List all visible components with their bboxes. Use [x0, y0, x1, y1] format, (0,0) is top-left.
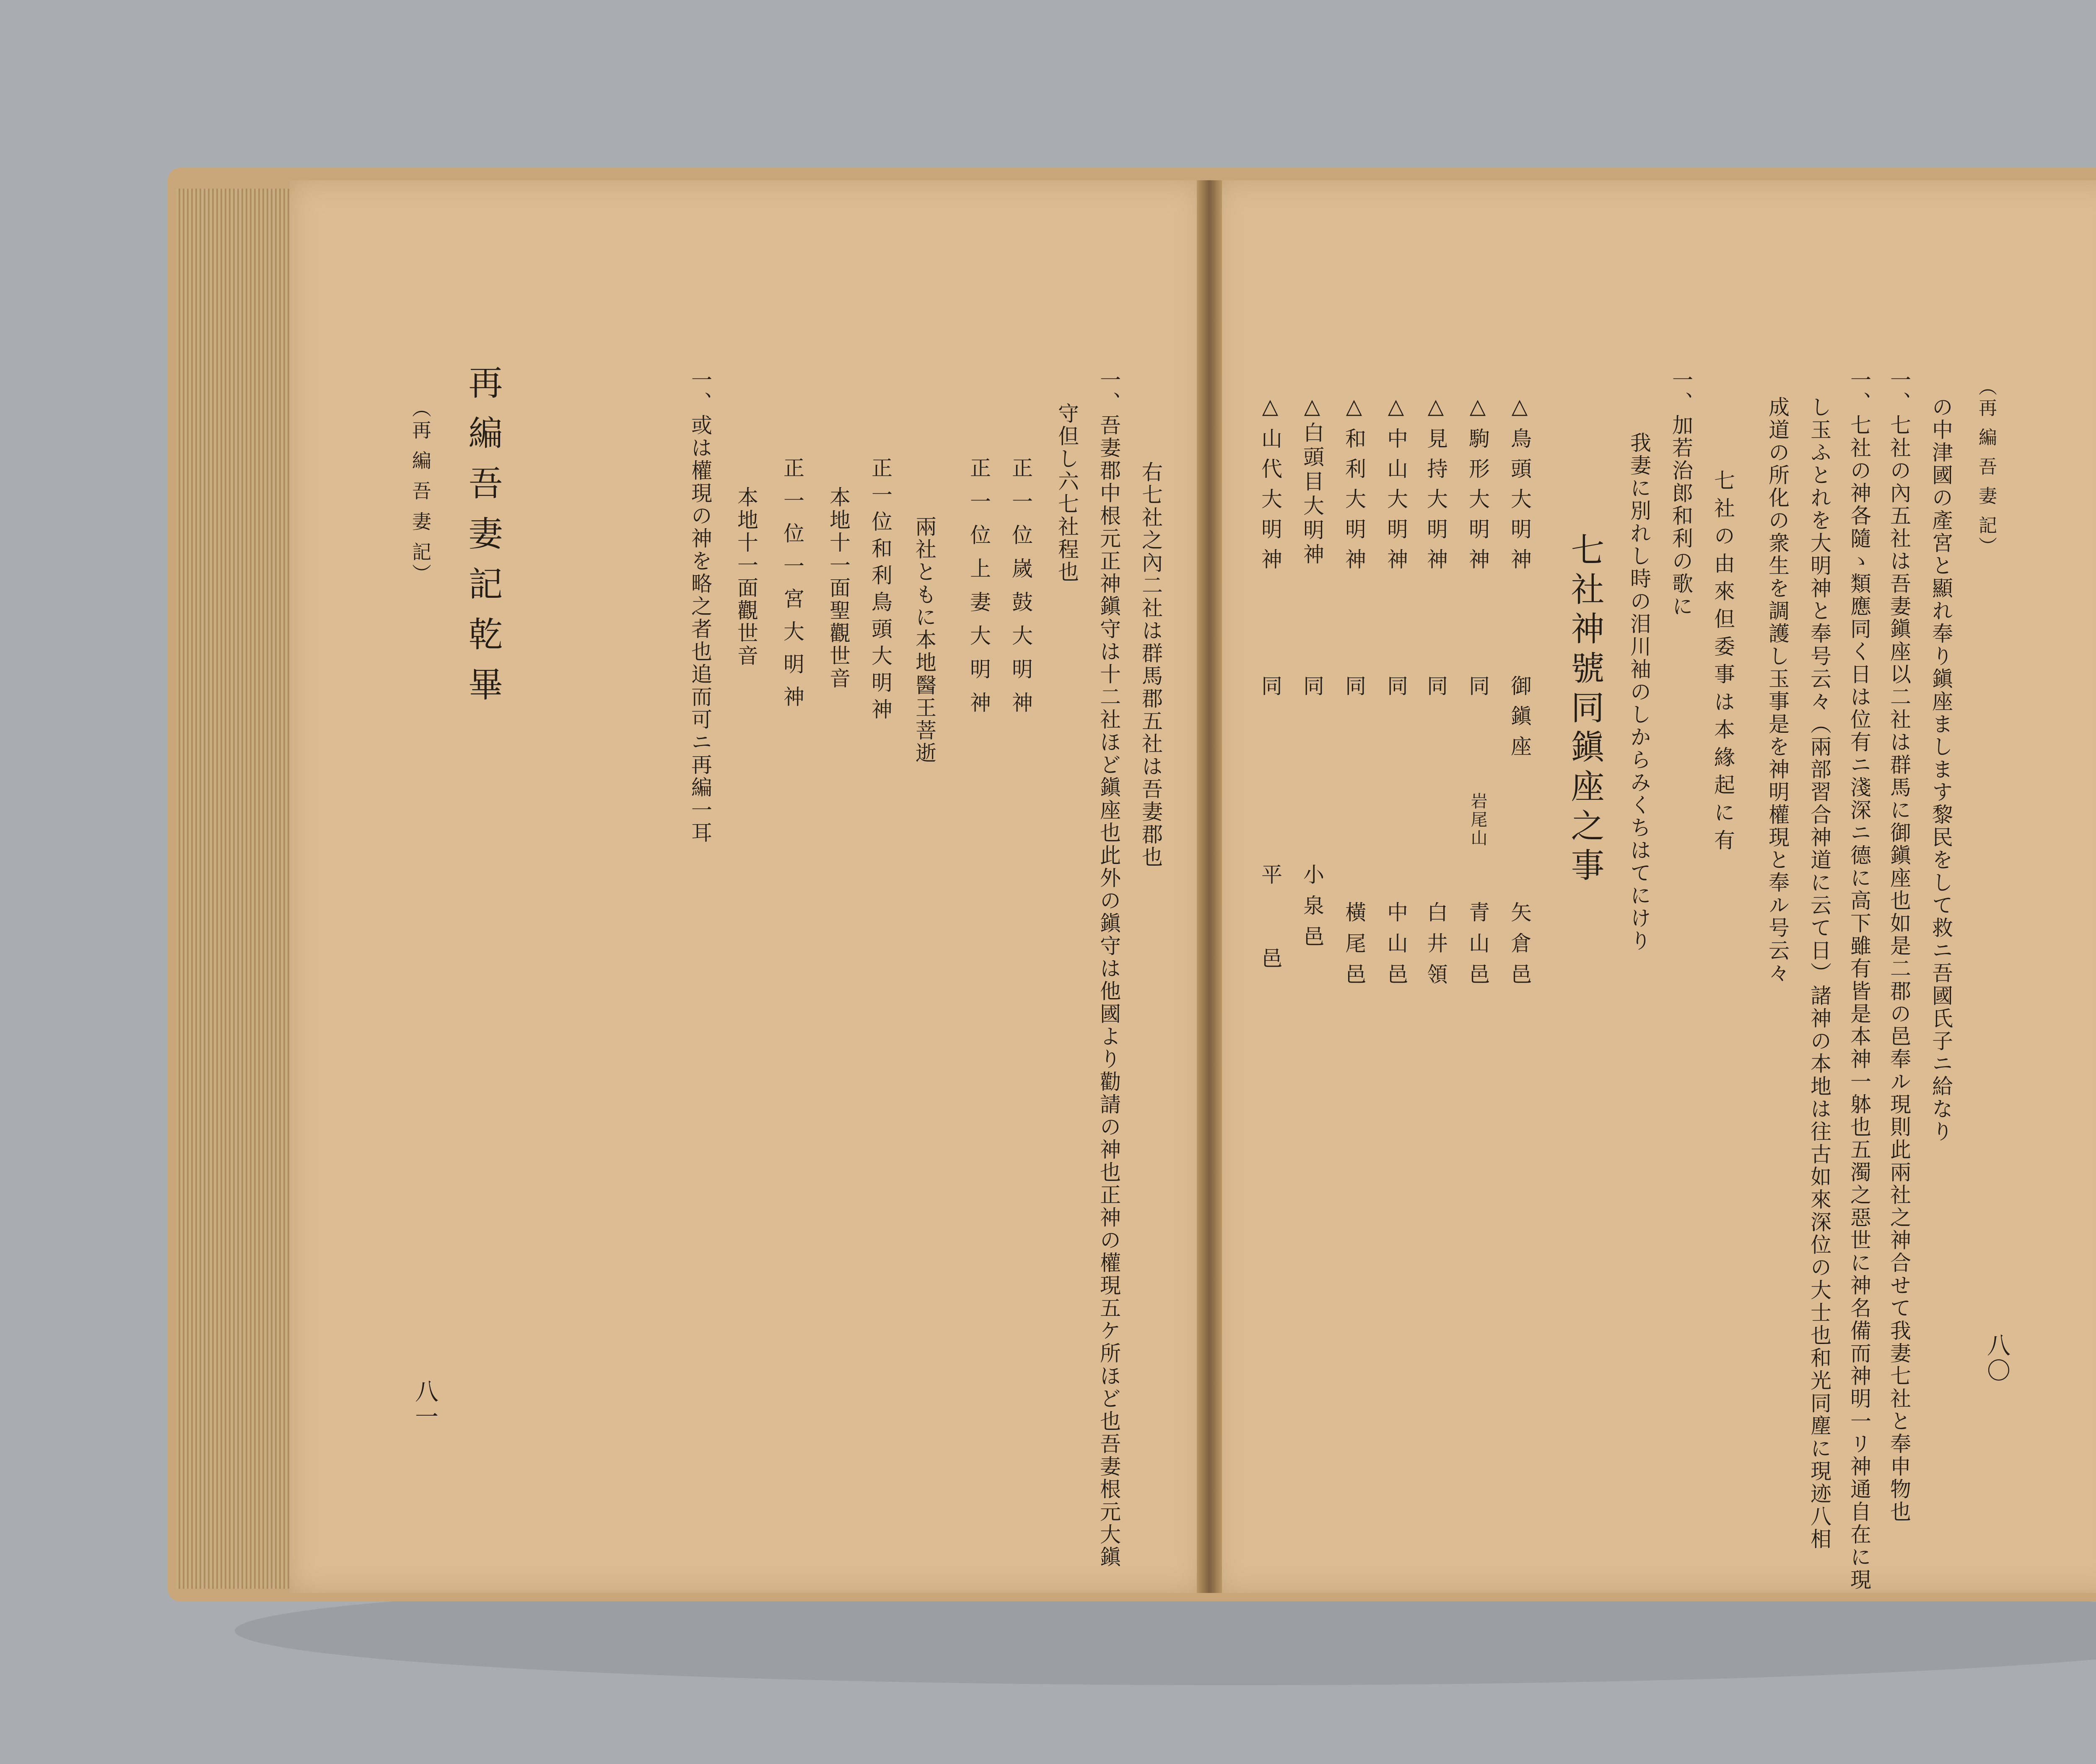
- shrine-place: 同: [1424, 675, 1448, 698]
- shrine-name: △中山大明神: [1384, 394, 1408, 578]
- shrine-place: 同: [1466, 675, 1490, 698]
- running-head: （再 編 吾 妻 記）: [1975, 377, 1997, 558]
- text-line: 兩社ともに本地醫王菩逝: [912, 516, 936, 765]
- shrine-place: 同: [1258, 675, 1282, 698]
- shrine-name: △駒形大明神: [1466, 394, 1490, 578]
- text-line: 一、或は權現の神を略之者也追而可ニ再編一耳: [688, 369, 712, 844]
- text-line: し玉ふとれを大明神と奉号云々（兩部習合神道に云て日）諸神の本地は往古如來深位の大士也和光同塵に現迹八相: [1807, 396, 1831, 1551]
- text-line: 本地十一面觀世音: [734, 486, 758, 667]
- shrine-name: △鳥頭大明神: [1507, 394, 1532, 578]
- shrine-place: 御鎭座: [1507, 675, 1532, 765]
- shrine-place: 同: [1300, 675, 1324, 698]
- text-line: 七社の由來但委事は本緣起に有: [1711, 470, 1735, 857]
- text-line: 正一位一宮大明神: [780, 457, 804, 719]
- shrine-village: 平邑: [1258, 864, 1282, 1031]
- shrine-name: △和利大明神: [1342, 394, 1366, 578]
- text-line: 我妻に別れし時の泪川袖のしからみくちはてにけり: [1627, 432, 1651, 952]
- shrine-name: △山代大明神: [1258, 394, 1282, 578]
- text-line: 正一位嵗鼓大明神: [1009, 457, 1033, 725]
- text-line: 右七社之內二社は群馬郡五社は吾妻郡也: [1139, 461, 1163, 869]
- end-title: 再編吾妻記乾畢: [463, 365, 503, 717]
- shrine-name: △見持大明神: [1424, 394, 1448, 578]
- text-line: 一、吾妻郡中根元正神鎭守は十二社ほど鎭座也此外の鎭守は他國より勸請の神也正神の權現五ケ所ほど也吾妻根元大鎭: [1097, 369, 1121, 1569]
- shrine-village: 矢倉邑: [1507, 901, 1532, 994]
- page-number-right: 八〇: [1983, 1333, 2010, 1383]
- text-line: 守但し六七社程也: [1055, 402, 1079, 584]
- right-page: [1216, 180, 2096, 1593]
- shrine-village: 中山邑: [1384, 901, 1408, 994]
- shrine-village: 橫尾邑: [1342, 901, 1366, 994]
- shrine-place: 同: [1384, 675, 1408, 698]
- section-title: 七社神號同鎭座之事: [1565, 532, 1604, 887]
- end-subtitle: （再 編 吾 妻 記）: [409, 398, 432, 586]
- text-line: 本地十一面聖觀世音: [826, 486, 851, 690]
- text-line: 正一位和利鳥頭大明神: [868, 457, 892, 725]
- page-edges-left: [176, 189, 302, 1589]
- shrine-place: 同: [1342, 675, 1366, 698]
- text-line: 正一位上妻大明神: [967, 457, 991, 725]
- book-gutter: [1197, 180, 1222, 1593]
- text-line: 一、七社の神各隨ゝ類應同く日は位有ニ淺深ニ德に高下雖有皆是本神一躰也五濁之惡世に神名備而神明一リ神通自在に現: [1847, 369, 1871, 1591]
- page-number-left: 八一: [411, 1379, 438, 1429]
- text-line: 一、七社の內五社は吾妻鎭座以二社は群馬に御鎭座也如是二郡の邑奉ル現則此兩社之神合せて我妻七社と奉申物也: [1887, 369, 1911, 1523]
- shrine-village: 小泉邑: [1300, 864, 1324, 957]
- shrine-name: △白頭目大明神: [1300, 394, 1324, 568]
- text-line: の中津國の產宮と顯れ奉り鎭座まします黎民をして救ニ吾國氏子ニ給なり: [1929, 396, 1953, 1143]
- shrine-note: 岩尾山: [1468, 792, 1487, 848]
- shrine-village: 白井領: [1424, 901, 1448, 994]
- text-line: 一、加若治郎和利の歌に: [1669, 369, 1693, 618]
- text-line: 成道の所化の衆生を調護し玉事是を神明權現と奉ル号云々: [1765, 396, 1790, 985]
- shrine-village: 青山邑: [1466, 901, 1490, 994]
